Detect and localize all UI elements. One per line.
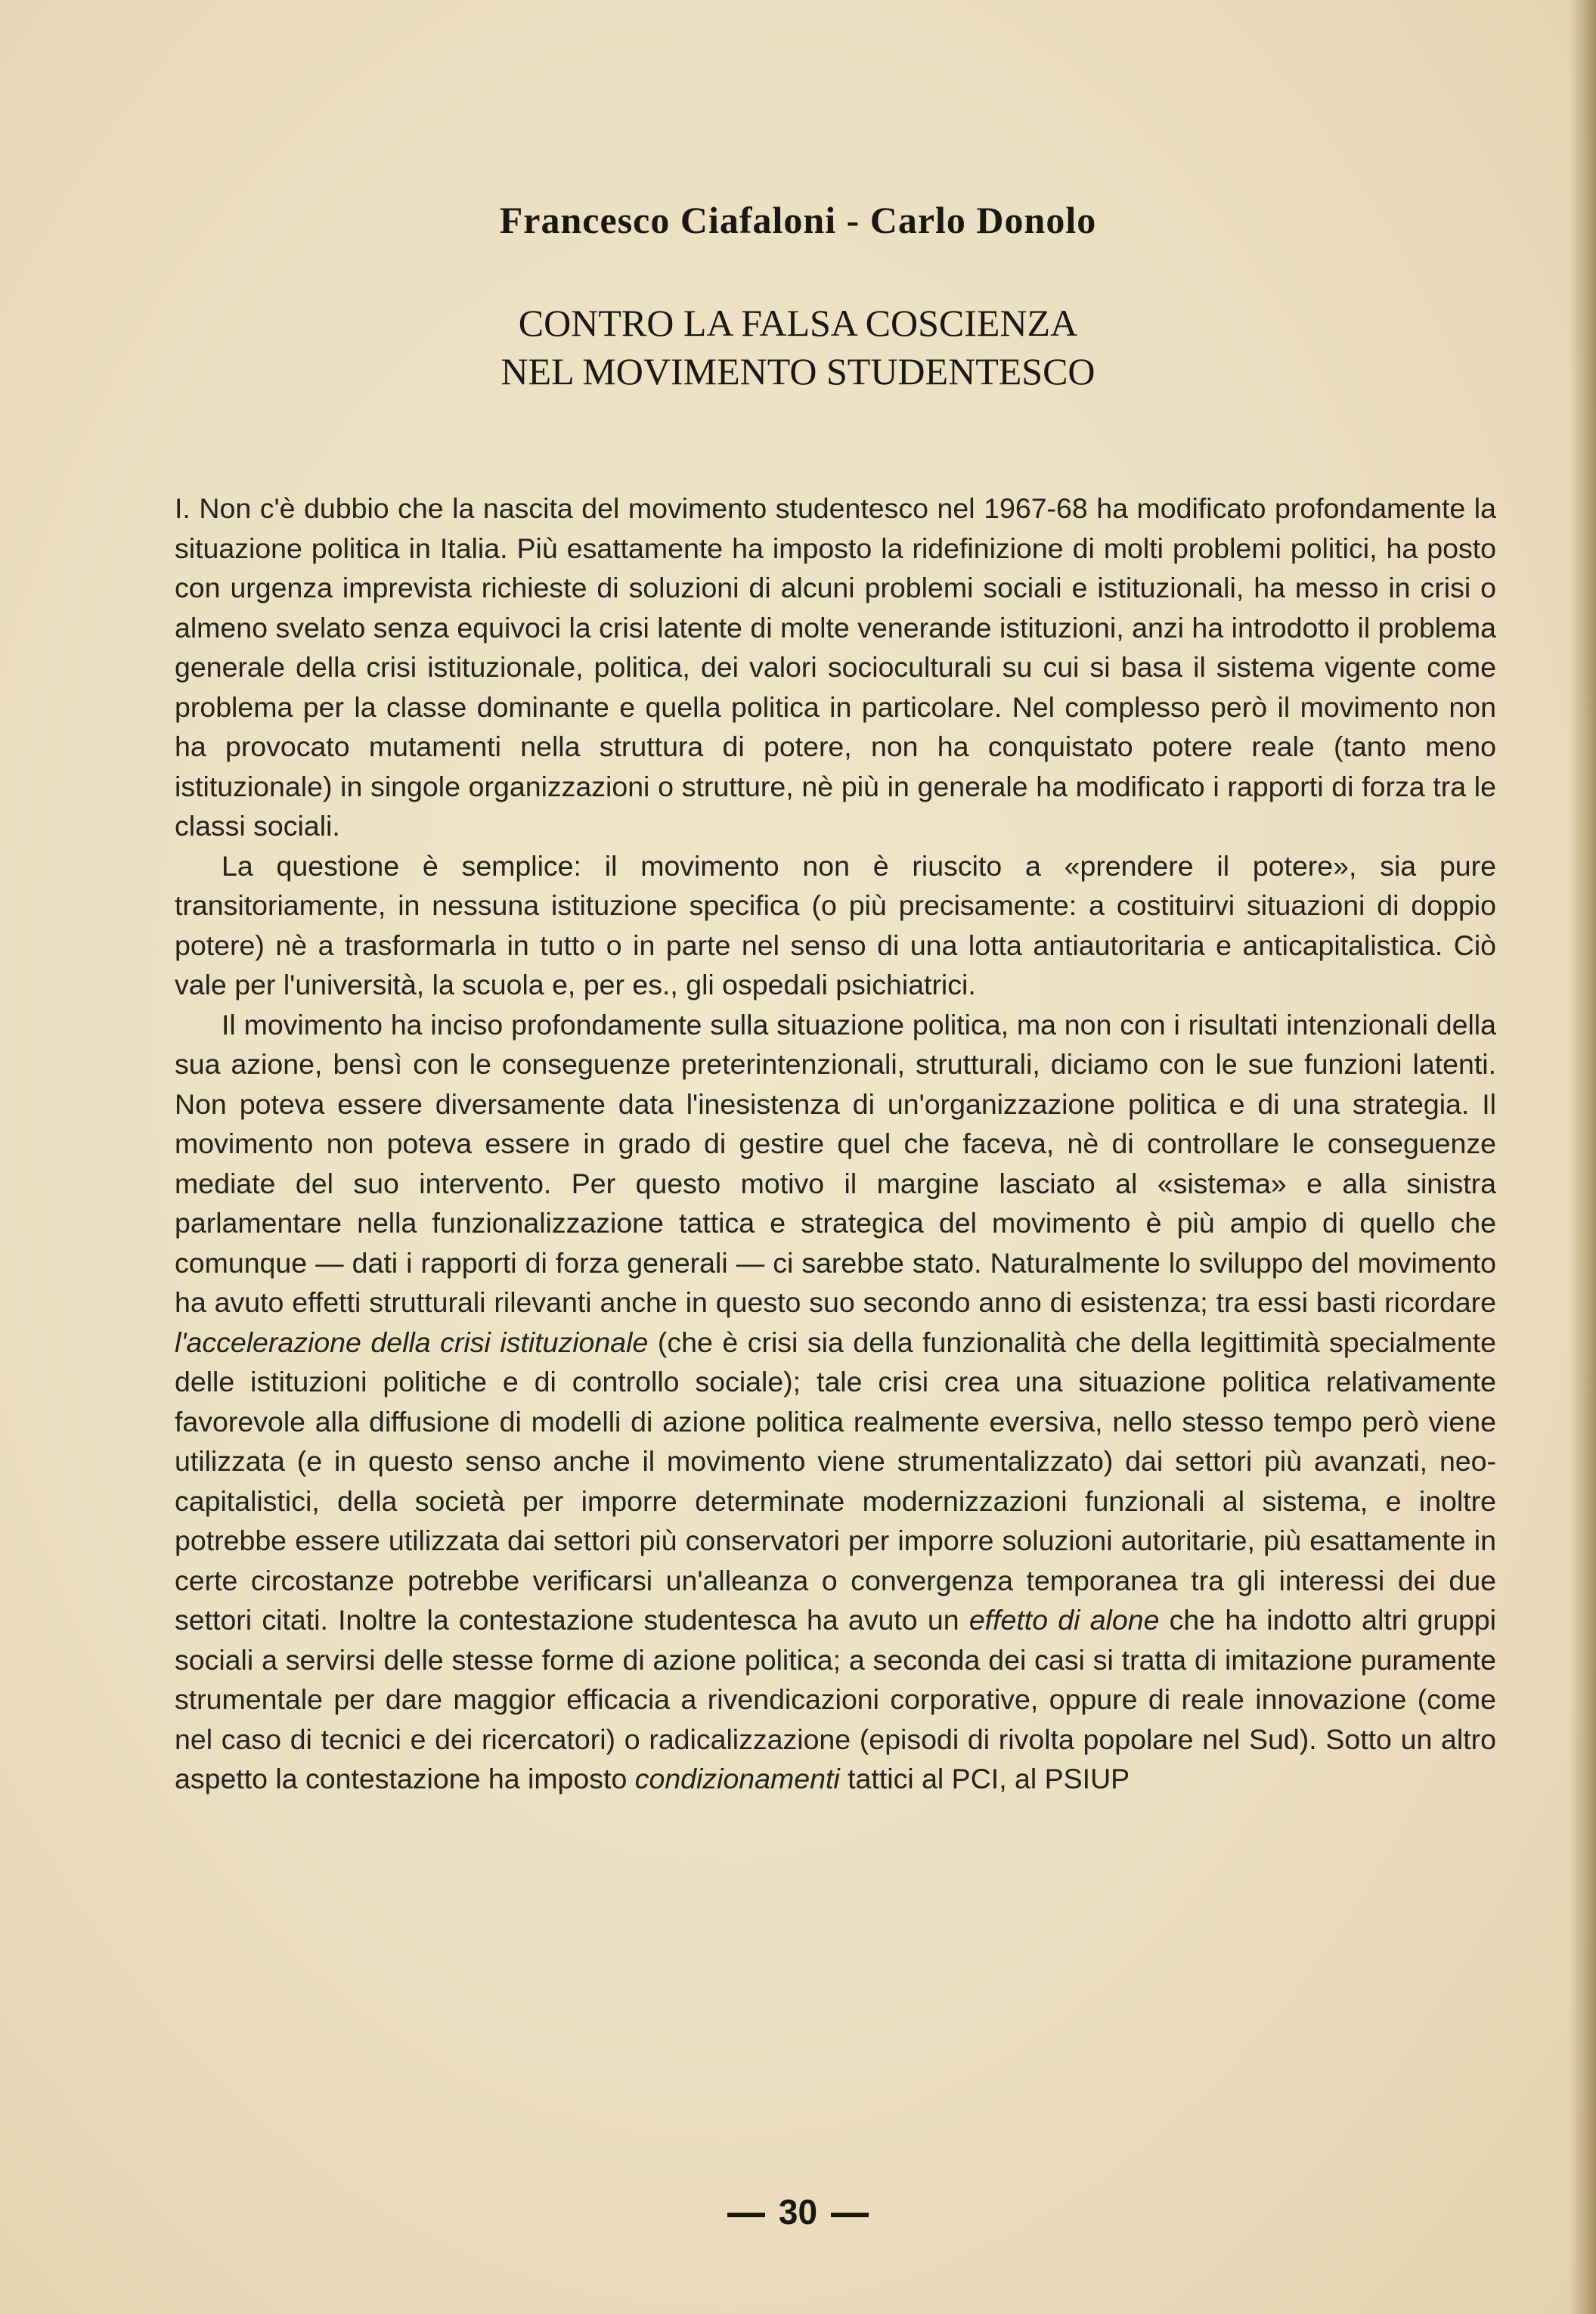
page-number — [0, 2191, 1596, 2232]
paragraph-3-text-d: tattici al PCI, al PSIUP — [839, 1763, 1130, 1794]
paragraph-3-text-c: che ha indotto altri gruppi sociali a servirsi delle stesse forme di azione politica; a seconda dei casi si tratta di imitazione puramente strumentale per dare maggior efficacia a rivendicazioni corporative, oppure di reale innovazione (come nel caso di tecnici e dei ricercatori) o radicalizzazione (episodi di rivolta popolare nel Sud). Sotto un altro aspetto la contestazione ha imposto — [175, 1604, 1496, 1794]
article-body — [175, 489, 1496, 1799]
authors-line: Francesco Ciafaloni - Carlo Donolo — [499, 199, 1097, 241]
page-number-dash-left — [727, 2213, 765, 2217]
emphasis-condizionamenti: condizionamenti — [634, 1763, 840, 1794]
paragraph-3-text-b: (che è crisi sia della funzionalità che della legittimità specialmente delle istituzioni politiche e di controllo sociale); tale crisi crea una situazione politica relativamente favorevole alla diffusione di modelli di azione politica realmente eversiva, nello stesso tempo però viene utilizzata (e in questo senso anche il movimento viene strumentalizzato) dai settori più avanzati, neo-capitalistici, della società per imporre determinate modernizzazioni funzionali al sistema, e inoltre potrebbe essere utilizzata dai settori più conservatori per imporre soluzioni autoritarie, più esattamente in certe circostanze potrebbe verificarsi un'alleanza o convergenza temporanea tra gli interessi dei due settori citati. Inoltre la contestazione studentesca ha avuto un — [175, 1326, 1496, 1636]
paragraph-3 — [175, 1005, 1496, 1799]
emphasis-accelerazione: l'accelerazione della crisi istituzionale — [175, 1326, 649, 1358]
article-title — [0, 299, 1596, 395]
paragraph-3-text-a: Il movimento ha inciso profondamente sulla situazione politica, ma non con i risultati intenzionali della sua azione, bensì con le conseguenze preterintenzionali, strutturali, diciamo con le sue funzioni latenti. Non poteva essere diversamente data l'inesistenza di un'organizzazione politica e di una strategia. Il movimento non poteva essere in grado di gestire quel che faceva, nè di controllare le conseguenze mediate del suo intervento. Per questo motivo il margine lasciato al «sistema» e alla sinistra parlamentare nella funzionalizzazione tattica e strategica del movimento è più ampio di quello che comunque — dati i rapporti di forza generali — ci sarebbe stato. Naturalmente lo sviluppo del movimento ha avuto effetti strutturali rilevanti anche in questo suo secondo anno di esistenza; tra essi basti ricordare — [175, 1008, 1496, 1318]
title-line-1: CONTRO LA FALSA COSCIENZA — [518, 302, 1078, 344]
page-number-value: 30 — [778, 2192, 818, 2232]
paragraph-2: La questione è semplice: il movimento non è riuscito a «prendere il potere», sia pure transitoriamente, in nessuna istituzione specifica (o più precisamente: a costituirvi situazioni di doppio potere) nè a trasformarla in tutto o in parte nel senso di una lotta antiautoritaria e anticapitalistica. Ciò vale per l'università, la scuola e, per es., gli ospedali psichiatrici. — [175, 849, 1496, 1000]
emphasis-effetto-di-alone: effetto di alone — [968, 1604, 1160, 1636]
page-number-dash-right — [831, 2213, 869, 2217]
paragraph-1: I. Non c'è dubbio che la nascita del movimento studentesco nel 1967-68 ha modificato profondamente la situazione politica in Italia. Più esattamente ha imposto la ridefinizione di molti problemi politici, ha posto con urgenza imprevista richieste di soluzioni di alcuni problemi sociali e istituzionali, ha messo in crisi o almeno svelato senza equivoci la crisi latente di molte venerande istituzioni, anzi ha introdotto il problema generale della crisi istituzionale, politica, dei valori socioculturali su cui si basa il sistema vigente come problema per la classe dominante e quella politica in particolare. Nel complesso però il movimento non ha provocato mutamenti nella struttura di potere, non ha conquistato potere reale (tanto meno istituzionale) in singole organizzazioni o strutture, nè più in generale ha modificato i rapporti di forza tra le classi sociali. — [175, 492, 1496, 842]
title-line-2: NEL MOVIMENTO STUDENTESCO — [500, 350, 1096, 392]
